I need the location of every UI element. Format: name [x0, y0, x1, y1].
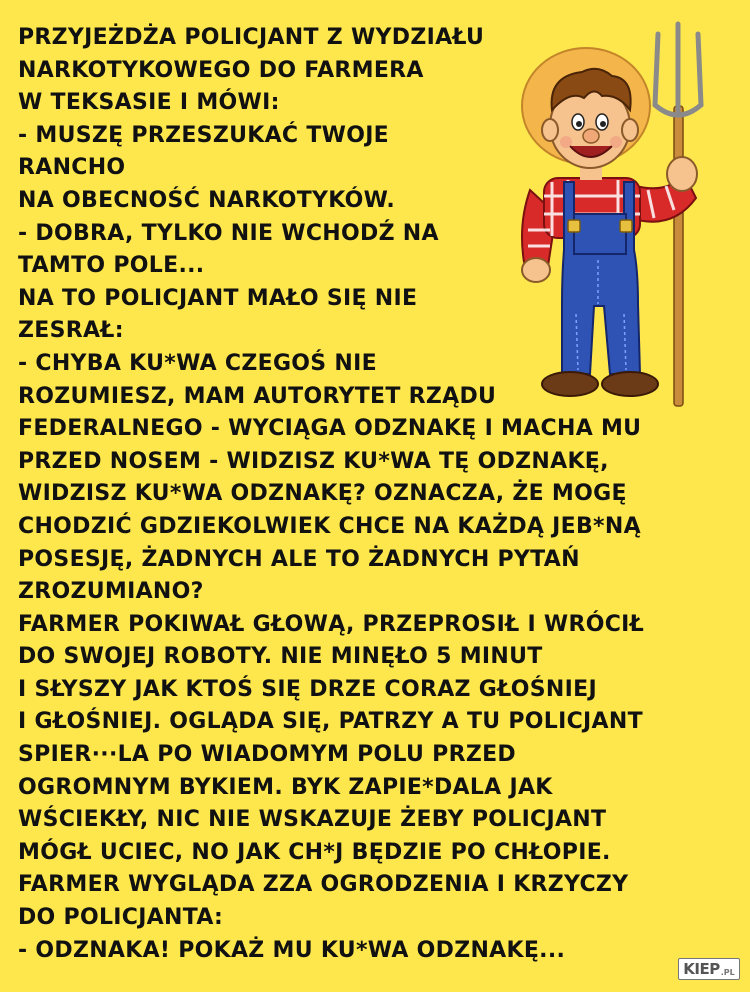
- farmer-with-pitchfork-icon: [478, 14, 750, 414]
- joke-line: I SŁYSZY JAK KTOŚ SIĘ DRZE CORAZ GŁOŚNIEJ: [18, 676, 597, 702]
- joke-line: FARMER POKIWAŁ GŁOWĄ, PRZEPROSIŁ I WRÓCIŁ: [18, 611, 645, 637]
- joke-line: DO SWOJEJ ROBOTY. NIE MINĘŁO 5 MINUT: [18, 644, 543, 670]
- joke-line: ZESRAŁ:: [18, 318, 124, 344]
- joke-line: WIDZISZ KU*WA ODZNAKĘ? OZNACZA, ŻE MOGĘ: [18, 481, 627, 507]
- site-watermark: [678, 958, 740, 980]
- joke-line: - ODZNAKA! POKAŻ MU KU*WA ODZNAKĘ...: [18, 937, 566, 963]
- joke-line: I GŁOŚNIEJ. OGLĄDA SIĘ, PATRZY A TU POLICJANT: [18, 709, 643, 735]
- joke-line: OGROMNYM BYKIEM. BYK ZAPIE*DALA JAK: [18, 774, 553, 800]
- watermark-suffix: .PL: [720, 967, 735, 977]
- joke-line: NA OBECNOŚĆ NARKOTYKÓW.: [18, 187, 396, 213]
- joke-line: MÓGŁ UCIEC, NO JAK CH*J BĘDZIE PO CHŁOPIE.: [18, 839, 611, 865]
- joke-line: WŚCIEKŁY, NIC NIE WSKAZUJE ŻEBY POLICJANT: [18, 807, 607, 833]
- joke-line: ZROZUMIANO?: [18, 579, 204, 605]
- joke-line: W TEKSASIE I MÓWI:: [18, 90, 280, 116]
- joke-line: RANCHO: [18, 155, 126, 181]
- watermark-label: KIEP: [683, 960, 720, 978]
- joke-line: SPIER···LA PO WIADOMYM POLU PRZED: [18, 742, 516, 768]
- joke-line: PRZYJEŻDŻA POLICJANT Z WYDZIAŁU: [18, 25, 485, 50]
- joke-line: NARKOTYKOWEGO DO FARMERA: [18, 57, 424, 83]
- joke-line: FEDERALNEGO - WYCIĄGA ODZNAKĘ I MACHA MU: [18, 416, 642, 442]
- joke-line: FARMER WYGLĄDA ZZA OGRODZENIA I KRZYCZY: [18, 872, 629, 898]
- joke-line: DO POLICJANTA:: [18, 905, 224, 931]
- joke-line: POSESJĘ, ŻADNYCH ALE TO ŻADNYCH PYTAŃ: [18, 546, 580, 572]
- joke-line: CHODZIĆ GDZIEKOLWIEK CHCE NA KAŻDĄ JEB*NĄ: [18, 513, 641, 539]
- joke-line: NA TO POLICJANT MAŁO SIĘ NIE: [18, 285, 418, 311]
- joke-line: ROZUMIESZ, MAM AUTORYTET RZĄDU: [18, 383, 497, 409]
- joke-line: TAMTO POLE...: [18, 253, 205, 279]
- joke-line: PRZED NOSEM - WIDZISZ KU*WA TĘ ODZNAKĘ,: [18, 448, 609, 474]
- joke-line: - MUSZĘ PRZESZUKAĆ TWOJE: [18, 122, 390, 148]
- joke-line: - CHYBA KU*WA CZEGOŚ NIE: [18, 350, 377, 376]
- joke-line: - DOBRA, TYLKO NIE WCHODŹ NA: [18, 220, 439, 246]
